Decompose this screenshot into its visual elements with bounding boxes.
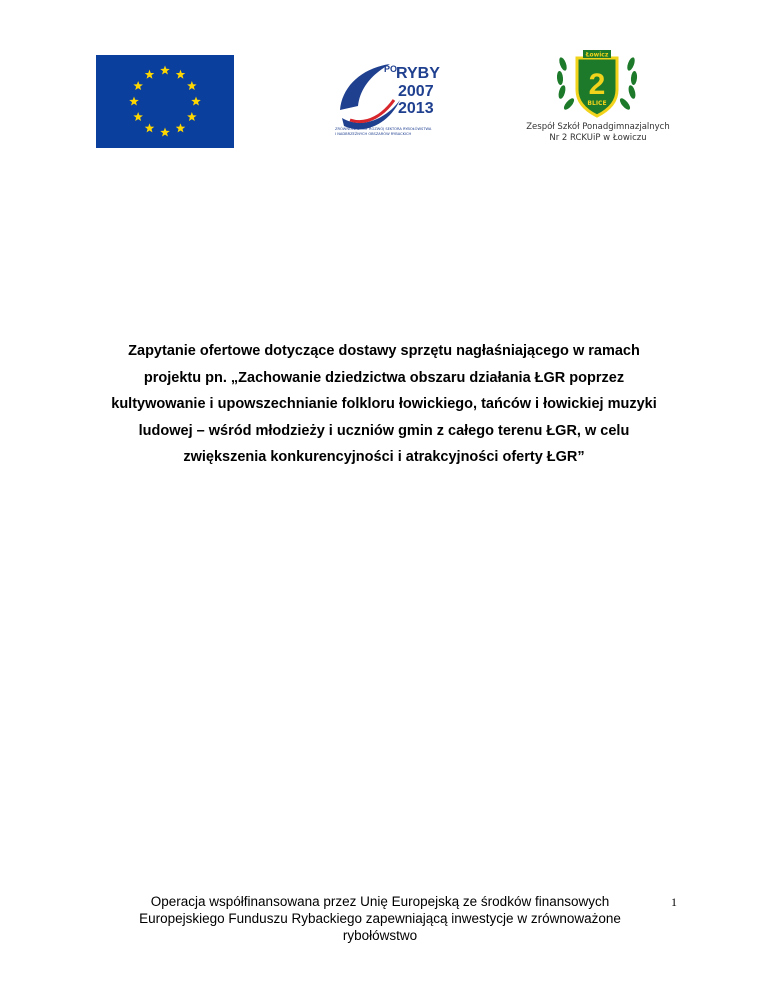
eu-star: [145, 70, 155, 79]
eu-star: [176, 123, 186, 132]
year-start: 2007: [398, 83, 434, 100]
eu-star: [191, 97, 201, 106]
eu-star: [133, 112, 143, 121]
title-line: zwiększenia konkurencyjności i atrakcyjności oferty ŁGR”: [183, 449, 585, 465]
laurel-shield-icon: [553, 44, 641, 120]
title-line: Zapytanie ofertowe dotyczące dostawy sprzętu nagłaśniającego w ramach: [128, 343, 640, 359]
page-number: 1: [671, 895, 677, 909]
ryby-label: RYBY: [396, 65, 440, 82]
footer-line: Europejskiego Funduszu Rybackiego zapewniającą inwestycje w zrównoważone: [139, 911, 621, 926]
title-line: kultywowanie i upowszechnianie folkloru łowickiego, tańców i łowickiej muzyki: [111, 396, 657, 412]
footer-line: Operacja współfinansowana przez Unię Europejską ze środków finansowych: [150, 894, 610, 909]
page-footer: [100, 893, 660, 944]
eu-star: [145, 123, 155, 132]
document-title: [100, 338, 668, 471]
eu-star: [160, 66, 170, 75]
eu-star: [187, 112, 197, 121]
eu-star: [133, 81, 143, 90]
title-line: projektu pn. „Zachowanie dziedzictwa obszaru działania ŁGR poprzez: [143, 369, 625, 386]
year-end: 2013: [398, 100, 434, 117]
eu-flag-icon: [96, 55, 234, 148]
eu-star: [160, 128, 170, 137]
poryby-subtitle-2: I NADBRZEŻNYCH OBSZARÓW RYBACKICH: [335, 132, 412, 136]
eu-star: [176, 70, 186, 79]
school-caption-line-2: Nr 2 RCKUiP w Łowiczu: [549, 133, 647, 143]
school-caption: [510, 122, 686, 144]
eu-star: [187, 81, 197, 90]
crest-top-label: Łowicz: [585, 51, 609, 59]
eu-flag-logo: [96, 55, 234, 148]
title-line: ludowej – wśród młodzieży i uczniów gmin z całego terenu ŁGR, w celu: [138, 422, 630, 439]
crest-number: 2: [588, 68, 606, 101]
footer-line: rybołówstwo: [342, 928, 418, 943]
po-ryby-logo: [332, 48, 452, 148]
eu-star: [129, 97, 139, 106]
school-caption-line-1: Zespół Szkół Ponadgimnazjalnych: [526, 122, 670, 132]
poryby-subtitle-1: ZRÓWNOWAŻONY ROZWÓJ SEKTORA RYBOŁÓWSTWA: [335, 127, 432, 131]
po-label: PO: [384, 64, 398, 74]
school-crest-logo: [553, 44, 641, 120]
crest-bottom-label: BLICE: [587, 100, 607, 107]
po-ryby-emblem: [332, 48, 452, 148]
swoosh-blue: [340, 64, 390, 110]
